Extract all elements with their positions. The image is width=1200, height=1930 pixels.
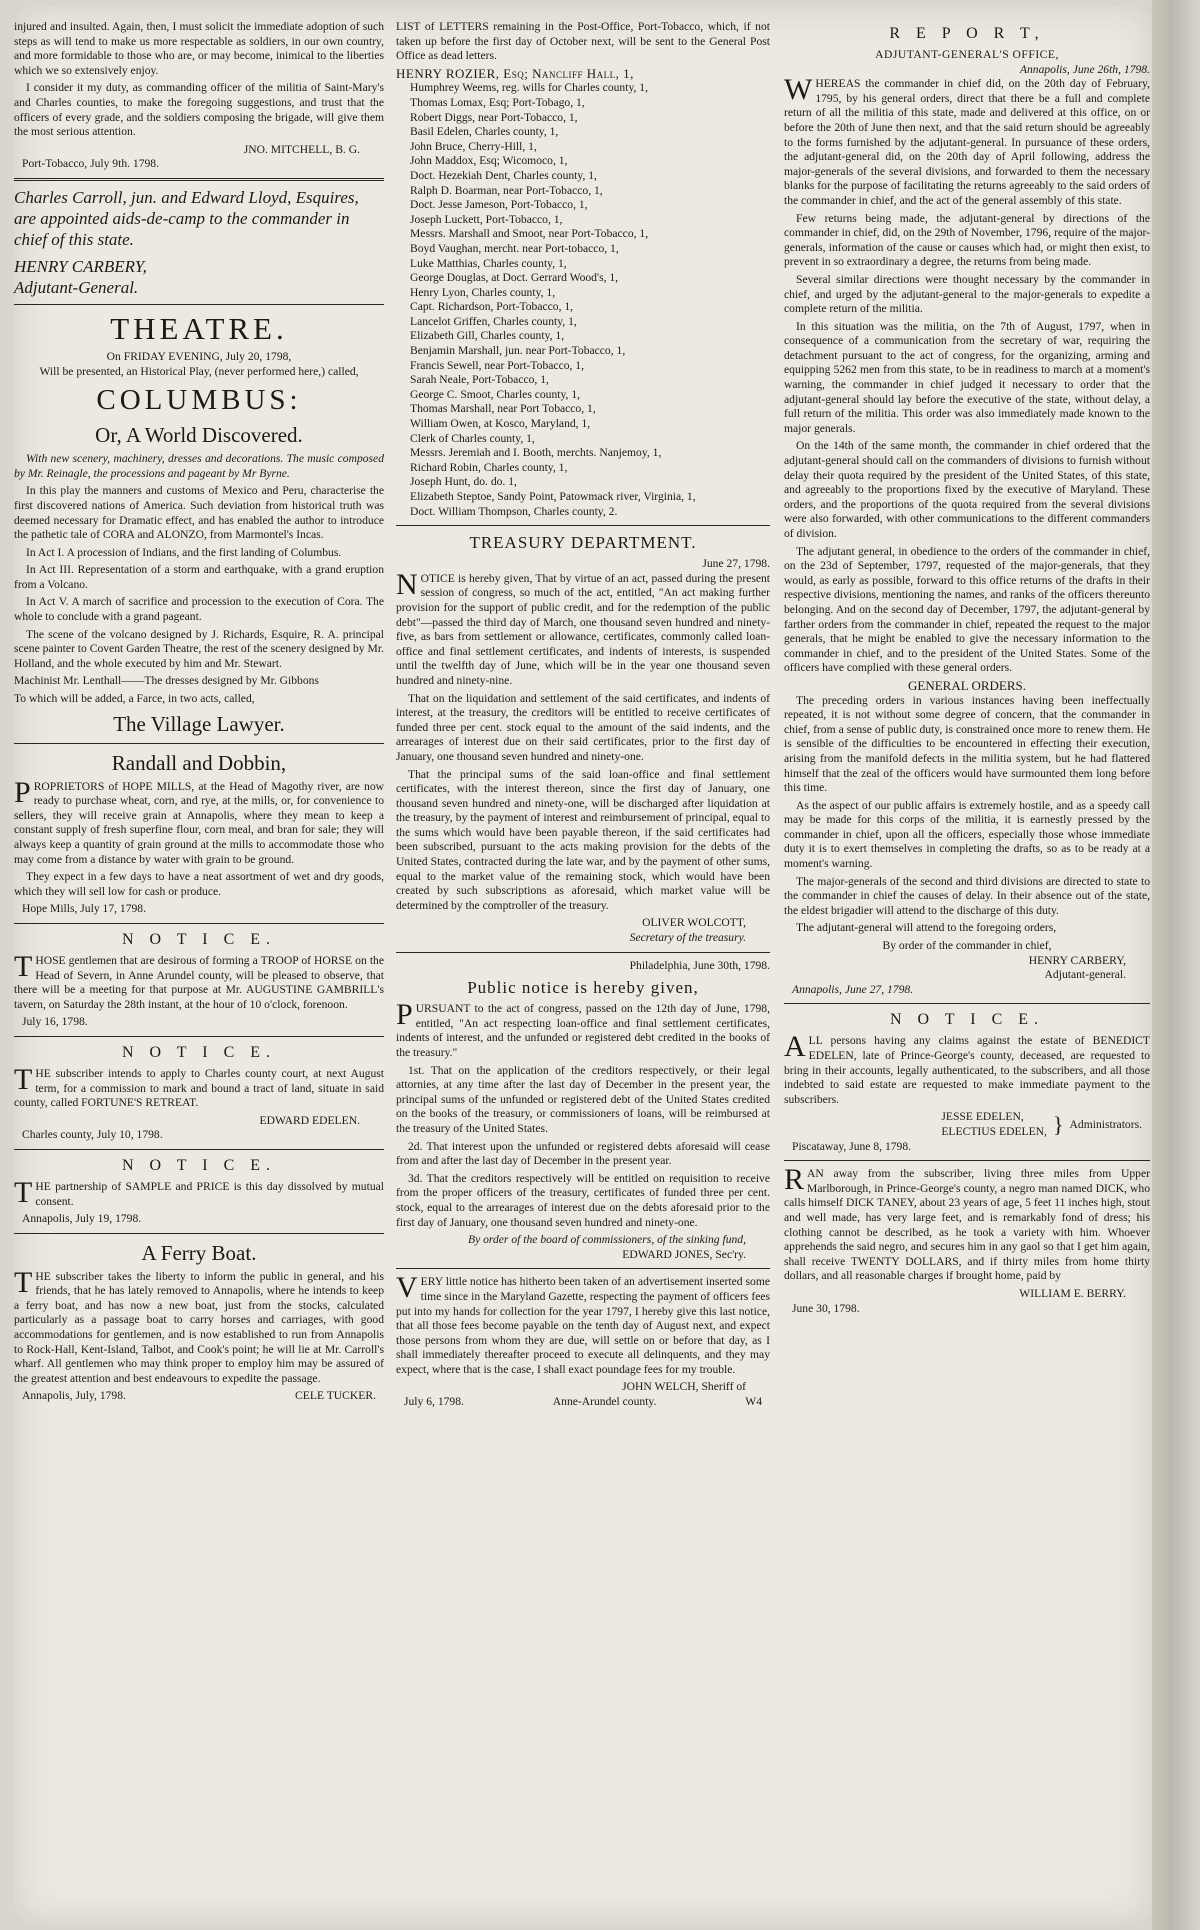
ferry-body: THE subscriber takes the liberty to inform the public in general, and his friends, that he has lately removed to Annapolis, where he intends to keep a ferry boat, and has now a new boat, just from the stocks, calculated particularly as a passage boat to carry horses and carriages, with good accommodations for gentlemen, and is now established to run from Annapolis to Rock-Hall, Kent-Island, Talbot, and Cook's point; he will lie at Mr. Carroll's wharf. All gentlemen who may think proper to employ him may be assured of the greatest attention and best endeavours to expedite the passage. — [14, 1265, 384, 1385]
notice-land-signature: EDWARD EDELEN. — [259, 1113, 360, 1127]
list-item: Henry Lyon, Charles county, 1, — [410, 285, 556, 299]
divider — [396, 525, 770, 526]
theatre-play-intro: Will be presented, an Historical Play, (never performed here,) called, — [39, 364, 359, 378]
list-item: Boyd Vaughan, mercht. near Port-tobacco, 1, — [410, 241, 619, 255]
general-orders-heading: GENERAL ORDERS. — [908, 677, 1026, 693]
list-item: Francis Sewell, near Port-Tobacco, 1, — [410, 358, 585, 372]
treasury-liquidation: That on the liquidation and settlement of the said certificates, and indents of interest, at the treasury, the creditors will be entitled to receive certificates of funded three per cent. stock equal to the amount of the said indents, and the arrearages of interest due on their said certificates, prior to the first day of January, one thousand seven hundred and ninety-one. — [396, 691, 770, 763]
notice-land-date: Charles county, July 10, 1798. — [22, 1128, 163, 1142]
randall-goods: They expect in a few days to have a neat assortment of wet and dry goods, which they will sell low for cash or produce. — [14, 870, 384, 898]
scenery-credits: With new scenery, machinery, dresses and decorations. The music composed by Mr. Reinagle, the processions and pageant by Mr Byrne. — [14, 452, 384, 480]
column-middle — [396, 20, 770, 1410]
list-item: Doct. Hezekiah Dent, Charles county, 1, — [410, 168, 597, 182]
list-item: Doct. William Thompson, Charles county, 2. — [410, 504, 618, 518]
list-item: Ralph D. Boarman, near Port-Tobacco, 1, — [410, 183, 603, 197]
columbus-subtitle: Or, A World Discovered. — [95, 423, 303, 448]
general-orders-by-order: By order of the commander in chief, — [882, 939, 1052, 953]
list-item: Robert Diggs, near Port-Tobacco, 1, — [410, 110, 578, 124]
divider — [14, 1036, 384, 1037]
wolcott-signature: OLIVER WOLCOTT, — [642, 916, 746, 930]
go-date: Annapolis, June 27, 1798. — [792, 982, 914, 996]
list-item: Joseph Hunt, do. do. 1, — [410, 475, 517, 489]
edelen-notice-heading: N O T I C E. — [889, 1011, 1045, 1029]
play-description: In this play the manners and customs of Mexico and Peru, characterise the first discovered nations of America. Such deviation from historical truth was deemed necessary for Dramatic effect, and has enabled the author to introduce the pathetic tale of CORA and ALONZO, from Marmontel's Incas. — [14, 484, 384, 542]
notice-partnership-heading: N O T I C E. — [121, 1156, 277, 1174]
divider — [784, 1160, 1150, 1161]
divider — [14, 743, 384, 744]
randall-body: PROPRIETORS of HOPE MILLS, at the Head of Magothy river, are now ready to purchase wheat, corn, and rye, at the mills, or, for convenience to sellers, they will receive grain at Annapolis, where they mean to keep a constant supply of fresh superfine flour, corn meal, and bran for sale; they will always keep a quantity of grain ground at the mills to accommodate those who may come from a distance by water with grain to be ground. — [14, 775, 384, 866]
list-item: Elizabeth Gill, Charles county, 1, — [410, 329, 565, 343]
scene-credits: The scene of the volcano designed by J. Richards, Esquire, R. A. principal scene painter to Covent Garden Theatre, the rest of the scenery designed by Mr. Holland, and the whole executed by him and Mr. Stewart. — [14, 627, 384, 670]
wolcott-title: Secretary of the treasury. — [629, 931, 746, 945]
list-item: Elizabeth Steptoe, Sandy Point, Patowmack river, Virginia, 1, — [410, 490, 696, 503]
list-item: Luke Matthias, Charles county, 1, — [410, 256, 567, 270]
notice-partnership-date: Annapolis, July 19, 1798. — [22, 1212, 142, 1226]
philadelphia-date: Philadelphia, June 30th, 1798. — [629, 958, 770, 972]
list-item: Richard Robin, Charles county, 1, — [410, 460, 568, 474]
letters-intro: LIST of LETTERS remaining in the Post-Office, Port-Tobacco, which, if not taken up before the first day of October next, will be sent to the General Post Office as dead letters. — [396, 20, 770, 63]
welch-date: July 6, 1798. — [404, 1395, 464, 1409]
notice-partnership-body: THE partnership of SAMPLE and PRICE is this day dissolved by mutual consent. — [14, 1175, 384, 1209]
report-situation: In this situation was the militia, on the 7th of August, 1797, when in consequence of a communication from the secretary of war, requiring the detachment pursuant to the act of congress, for the organizing, arming and equipping 5262 men from this state, to be in readiness to march at a moment's warning, the commander in chief judged it necessary to order that the adjutant-general should lay before the executive of the state, without delay, a full return of the militia. This order was also immediately made known to the major generals. — [784, 319, 1150, 435]
randall-heading: Randall and Dobbin, — [111, 750, 287, 775]
list-item: George C. Smoot, Charles county, 1, — [410, 387, 581, 401]
page-edge — [1152, 0, 1200, 1930]
columbus-title: COLUMBUS: — [96, 384, 302, 417]
treasury-principal: That the principal sums of the said loan-office and final settlement certificates, with the interest thereon, since the first day of January, one thousand seven hundred and ninety-one, will be discharged after liquidation at the treasury, by the payment of interest and reimbursement of principal, equal to the sums which would have been payable thereon, if the said certificates had been subscribed, pursuant to the acts making provision for the debts of the United States, contracted during the late war, and by the payment of other sums, equal to the market value of the remaining stock, which would have been created by such subscriptions as aforesaid, which market value will be determined by the comptroller of the treasury. — [396, 767, 770, 912]
divider — [14, 1233, 384, 1234]
list-item: John Bruce, Cherry-Hill, 1, — [410, 139, 537, 153]
welch-signature: JOHN WELCH, Sheriff of — [622, 1380, 746, 1394]
general-orders-major: The major-generals of the second and third divisions are directed to state to the commander in chief the causes of delay. In their absence out of the state, the eldest brigadier will attend to the discharge of this duty. — [784, 874, 1150, 917]
welch-mark: W4 — [745, 1395, 762, 1409]
report-heading: R E P O R T, — [889, 25, 1045, 42]
act-five: In Act V. A march of sacrifice and procession to the execution of Cora. The whole to conclude with a grand pageant. — [14, 595, 384, 624]
berry-signature: WILLIAM E. BERRY. — [1019, 1286, 1126, 1300]
list-item: Sarah Neale, Port-Tobacco, 1, — [410, 373, 549, 387]
village-lawyer-title: The Village Lawyer. — [113, 711, 285, 736]
ferry-signature: CELE TUCKER. — [295, 1389, 376, 1403]
list-item: Humphrey Weems, reg. wills for Charles county, 1, — [410, 81, 648, 95]
general-orders-preceding: The preceding orders in various instances having been ineffectually repeated, it is not without some degree of concern, that the commander in chief, from a sense of public duty, is constrained once more to renew them. He is sensible of the difficulties to be encountered in effecting their execution, arising from the manifold defects in the militia system, but he had flattered himself that the zeal of the officers would have surmounted them long before this time. — [784, 693, 1150, 795]
jones-signature: EDWARD JONES, Sec'ry. — [622, 1247, 746, 1261]
report-fourteenth: On the 14th of the same month, the commander in chief ordered that the adjutant-general should call on the commanders of divisions to furnish without delay their quota required by the president of the United States, of this state, and agreeably to the proportions fixed by the executive of Maryland. These orders, and the proportions of the quota required from the several divisions were also forwarded, with other communications to the different commanders of division. — [784, 439, 1150, 540]
public-notice-act: PURSUANT to the act of congress, passed on the 12th day of June, 1798, entitled, "An act respecting loan-office and final settlement certificates, indents of interest, and the unfunded or registered debt credited in the books of the treasury." — [396, 998, 770, 1059]
aides-notice: Charles Carroll, jun. and Edward Lloyd, Esquires, are appointed aids-de-camp to the commander in chief of this state. — [14, 187, 359, 249]
treasury-heading: TREASURY DEPARTMENT. — [469, 533, 697, 553]
report-whereas: WHEREAS the commander in chief did, on the 20th day of February, 1795, by his general orders, direct that there be a full and complete return of all the militia of this state, made and delivered at this office, on or before the 20th of June then next, and that the said return should be agreeably to the forms furnished by the adjutant-general. In pursuance of these orders, the adjutant-general did, on the 20th day of April following, address the major-generals of the several divisions, and forwarded to them the necessary blanks for the purpose of facilitating the returns agreeably to the said orders of the commander in chief, and the act of the general assembly of this state. — [784, 73, 1150, 207]
go-carbery-signature: HENRY CARBERY, — [1028, 953, 1126, 967]
list-item: HENRY ROZIER, Esq; Nancliff Hall, 1, — [396, 65, 634, 81]
notice-troop-date: July 16, 1798. — [22, 1015, 88, 1029]
report-date: Annapolis, June 26th, 1798. — [1019, 62, 1150, 76]
militia-duty: I consider it my duty, as commanding officer of the militia of Saint-Mary's and Charles counties, to make the foregoing suggestions, and trust that the officers of every grade, and the soldiers composing the brigade, will give them the most serious attention. — [14, 81, 384, 139]
divider — [14, 1149, 384, 1150]
divider — [14, 304, 384, 305]
column-right: R E P O R T, ADJUTANT-GENERAL'S OFFICE, Annapolis, June 26th, 1798. WHEREAS the commander in chief did, on the 20th day of February, 1795, by his general orders, direct that there be a full and complete return of all the militia of this state, made and delivered at this office, on or before the 20th of June then next, and that the said return should be agreeably to the forms furnished by the adjutant-general. In pursuance of these orders, the adjutant-general did, on the 20th day of April following, address the major-generals of the several divisions, and forwarded to them the necessary blanks for the purpose of facilitating the returns agreeably to the said orders of the commander in chief, and the act of the general assembly of this state. Few returns being made, the adjutant-general by directions of the commander in chief, did, on the 29th of November, 1796, require of the major-generals, information of the cause or causes which had, or might then exist, to prevent in so extraordinary a degree, the returns from being made. Several similar directions were thought necessary by the commander in chief, and urged by the adjutant-general to the major-generals to expedite a complete return of the militia. In this situation was the militia, on the 7th of August, 1797, when in consequence of a communication from the secretary of war, requiring the detachment pursuant to the act of congress, for the organizing, arming and equipping 5262 men from this state, to be in readiness to march at a moment's warning, the commander in chief judged it necessary to order that the adjutant-general should lay before the executive of the state, without delay, a full return of the militia. This order was also immediately made known to the major generals. On the 14th of the same month, the commander in chief ordered that the adjutant-general should call on the commanders of divisions to furnish without delay their quota required by the president of the United States, of this state, and agreeably to the proportions fixed by the executive of Maryland. These orders, and the proportions of the quota required from the several divisions were also forwarded, with other communications to the different commanders of division. The adjutant general, in obedience to the orders of the commander in chief, on the 23d of September, 1797, requested of the major-generals, that they would, as early as possible, forward to this office returns of the drafts in their respective divisions, mentioning the names, and ranks of the officers thereunto belonging. And on the second day of December, 1797, the adjutant-general by farther orders from the commander in chief, repeated the request to the major generals, that he might be enabled to give the necessary information to the commander in chief, and to the president of the United States. Some of the officers have complied with these general orders. GENERAL ORDERS. The preceding orders in various instances having been ineffectually repeated, it is not without some degree of concern, that the commander in chief, from a sense of public duty, is constrained once more to renew them. He is sensible of the difficulties to be encountered in effecting their execution, arising from the manifold defects in the militia system, but he had flattered himself that the zeal of the officers would have surmounted them long before this time. As the aspect of our public affairs is extremely hostile, and as a speedy call may be made for this corps of the militia, it is earnestly pressed by the commander in chief, upon all the officers, especially those whose immediate duty it is to exert themselves in completing the drafts, so as to be ready at a moment's warning. The major-generals of the second and third divisions are directed to state to the commander in chief the causes of delay. In their absence out of the state, the eldest brigadier will attend to the discharge of this duty. The adjutant-general will attend to the foregoing orders, By order of the commander in chief, HENRY CARBERY, Adjutant-general. Annapolis, June 27, 1798. N O T I C E. ALL persons having any claims against the estate of BENEDICT EDELEN, late of Prince-George's county, deceased, are requested to bring in their accounts, legally authenticated, to the subscribers, and all those indebted to said estate are requested to make immediate payment to the subscribers. JESSE EDELEN, ELECTIUS EDELEN, } Administrators. Piscataway, June 8, 1798. RAN away from the subscriber, living three miles from Upper Marlborough, in Prince-George's county, a negro man named DICK, who calls himself DICK TANEY, about 23 years of age, 5 feet 11 inches high, stout and well made, has very large feet, and is remarkably fond of dress; his clothing cannot be described, as he took a variety with him. Whoever apprehends the said negro, and secures him in any gaol so that I get him again, shall receive TWENTY DOLLARS, and if thirty miles from home thirty dollars, and all reasonable charges if brought home, paid by WILLIAM E. BERRY. June 30, 1798. — [784, 25, 1151, 1315]
act-one: In Act I. A procession of Indians, and the first landing of Columbus. — [26, 545, 342, 559]
theatre-heading: THEATRE. — [110, 310, 288, 346]
carbery-title: Adjutant-General. — [14, 277, 139, 297]
list-item: John Maddox, Esq; Wicomoco, 1, — [410, 154, 568, 168]
list-item: Messrs. Marshall and Smoot, near Port-Tobacco, 1, — [410, 227, 649, 241]
carbery-signature: HENRY CARBERY, — [14, 256, 147, 276]
list-item: William Owen, at Kosco, Maryland, 1, — [410, 417, 591, 431]
list-item: Lancelot Griffen, Charles county, 1, — [410, 314, 577, 328]
machinist-credit: Machinist Mr. Lenthall——The dresses designed by Mr. Gibbons — [14, 674, 319, 688]
divider — [14, 923, 384, 924]
treasury-date: June 27, 1798. — [702, 557, 770, 571]
mitchell-signature: JNO. MITCHELL, B. G. — [243, 142, 360, 156]
theatre-date: On FRIDAY EVENING, July 20, 1798, — [106, 349, 292, 363]
welch-county: Anne-Arundel county. — [552, 1395, 657, 1409]
notice-land-heading: N O T I C E. — [121, 1043, 277, 1061]
list-item: Joseph Luckett, Port-Tobacco, 1, — [410, 212, 563, 226]
ferry-heading: A Ferry Boat. — [141, 1240, 257, 1265]
sheriff-notice: VERY little notice has hitherto been taken of an advertisement inserted some time since in the Maryland Gazette, respecting the payment of officers fees put into my hands for collection for the year 1797, I hereby give this last notice, that all those fees become payable on the tenth day of August next, and expect those persons from whom they are due, will settle on or before that day, as I shall immediately thereafter proceed to execute all delinquents, and they may expect, where that is the case, I shall exact poundage fees for my trouble. — [396, 1271, 770, 1376]
edelen-signature-jesse: JESSE EDELEN, — [941, 1110, 1024, 1124]
edelen-administrators: Administrators. — [1069, 1117, 1142, 1131]
runaway-date: June 30, 1798. — [792, 1301, 860, 1315]
edelen-date: Piscataway, June 8, 1798. — [792, 1139, 912, 1153]
notice-land-body: THE subscriber intends to apply to Charles county court, at next August term, for a commission to mark and bound a tract of land, situate in said county, called FORTUNE'S RETREAT. — [14, 1062, 384, 1110]
general-orders-attend: The adjutant-general will attend to the foregoing orders, — [796, 921, 1057, 935]
report-office: ADJUTANT-GENERAL'S OFFICE, — [875, 48, 1059, 61]
column-left — [14, 20, 384, 1404]
edelen-notice-body: ALL persons having any claims against the estate of BENEDICT EDELEN, late of Prince-George's county, deceased, are requested to bring in their accounts, legally authenticated, to the subscribers, and all those indebted to said estate are requested to make immediate payment to the subscribers. — [784, 1030, 1150, 1106]
divider — [14, 178, 384, 181]
list-item: George Douglas, at Doct. Gerrard Wood's, 1, — [410, 271, 619, 285]
board-order: By order of the board of commissioners, of the sinking fund, — [467, 1233, 746, 1247]
public-notice-third: 3d. That the creditors respectively will be entitled on requisition to receive from the proper officers of the treasury, certificates of funded three per cent. stock, equal to the arrearages of interest due on the debts aforesaid prior to the first day of January, one thousand seven hundred and ninety-one. — [396, 1171, 770, 1229]
ferry-date: Annapolis, July, 1798. — [22, 1389, 126, 1403]
public-notice-second: 2d. That interest upon the unfunded or registered debts aforesaid will cease from and after the last day of December in the present year. — [396, 1139, 770, 1168]
list-item: Thomas Marshall, near Port Tobacco, 1, — [410, 402, 596, 416]
divider — [396, 952, 770, 953]
go-carbery-title: Adjutant-general. — [1044, 968, 1126, 982]
notice-troop-body: THOSE gentlemen that are desirous of forming a TROOP of HORSE on the Head of Severn, in Anne Arundel county, will be pleased to observe, that there will be a meeting for that purpose at Mr. AUGUSTINE GAMBRILL's tavern, on Saturday the 28th instant, at the hour of 10 o'clock, forenoon. — [14, 949, 384, 1011]
mitchell-date: Port-Tobacco, July 9th. 1798. — [22, 157, 160, 171]
randall-date: Hope Mills, July 17, 1798. — [22, 902, 146, 916]
list-item: Benjamin Marshall, jun. near Port-Tobacco, 1, — [410, 344, 626, 358]
divider — [396, 1268, 770, 1269]
list-item: Messrs. Jeremiah and I. Booth, merchts. Nanjemoy, 1, — [410, 446, 662, 460]
report-obedience: The adjutant general, in obedience to the orders of the commander in chief, on the 23d of September, 1797, requested of the major-generals, that they would, as early as possible, forward to this office returns of the drafts in their respective divisions, mentioning the names, and ranks of the officers thereunto belonging. And on the second day of December, 1797, the adjutant-general by farther orders from the commander in chief, repeated the request to the major generals, that he might be enabled to give the necessary information to the commander in chief, and to the president of the United States. Some of the officers have complied with these general orders. — [784, 544, 1150, 675]
list-item: Clerk of Charles county, 1, — [410, 431, 535, 445]
report-similar: Several similar directions were thought necessary by the commander in chief, and urged by the adjutant-general to the major-generals to expedite a complete return of the militia. — [784, 272, 1150, 316]
treasury-notice: NOTICE is hereby given, That by virtue of an act, passed during the present session of congress, so much of the act, entitled, "An act making further provision for the support of public credit, and for the redemption of the public debt"—passed the third day of March, one thousand seven hundred and ninety-five, as bars from settlement or allowance, certificates, commonly called loan-office and final settlement certificates, and indents of interests, is suspended until the twelfth day of June, which will be in the year one thousand seven hundred and ninety-nine. — [396, 567, 770, 687]
list-item: Basil Edelen, Charles county, 1, — [410, 125, 559, 139]
divider — [784, 1003, 1150, 1004]
edelen-signature-electius: ELECTIUS EDELEN, — [941, 1124, 1047, 1138]
farce-intro: To which will be added, a Farce, in two acts, called, — [14, 692, 255, 706]
public-notice-heading: Public notice is hereby given, — [467, 978, 699, 998]
list-item: Capt. Richardson, Port-Tobacco, 1, — [410, 300, 574, 314]
public-notice-first: 1st. That on the application of the creditors respectively, or their legal attornies, at any time after the last day of December in the present year, the principal sums of the unfunded or registered debt of the United States credited on the books of the treasury, or commissioners of loans, will be reimbursed at the treasury of the United States. — [396, 1063, 770, 1135]
report-few-returns: Few returns being made, the adjutant-general by directions of the commander in chief, did, on the 29th of November, 1796, require of the major-generals, information of the cause or causes which had, or might then exist, to prevent in so extraordinary a degree, the returns from being made. — [784, 211, 1151, 269]
runaway-notice: RAN away from the subscriber, living three miles from Upper Marlborough, in Prince-George's county, a negro man named DICK, who calls himself DICK TANEY, about 23 years of age, 5 feet 11 inches high, stout and well made, has very large feet, and is remarkably fond of dress; his clothing cannot be described, as he took a variety with him. Whoever apprehends the said negro, and secures him in any gaol so that I get him again, shall receive TWENTY DOLLARS, and if thirty miles from home thirty dollars, and all reasonable charges if brought home, paid by — [784, 1163, 1150, 1283]
militia-intro: injured and insulted. Again, then, I must solicit the immediate adoption of such steps as will tend to make us more respectable as soldiers, in our own country, and more formidable to those who are, or may become, inimical to the liberties which we so extensively enjoy. — [14, 20, 384, 77]
list-item: Doct. Jesse Jameson, Port-Tobacco, 1, — [410, 198, 588, 212]
notice-troop-heading: N O T I C E. — [121, 930, 277, 948]
list-item: Thomas Lomax, Esq; Port-Tobago, 1, — [410, 95, 585, 109]
general-orders-aspect: As the aspect of our public affairs is extremely hostile, and as a speedy call may be made for this corps of the militia, it is earnestly pressed by the commander in chief, upon all the officers, especially those whose immediate duty it is to exert themselves in completing the drafts, so as to be ready at a moment's warning. — [784, 798, 1150, 871]
act-three: In Act III. Representation of a storm and earthquake, with a grand eruption from a Volcano. — [14, 563, 384, 591]
letters-list — [396, 67, 770, 519]
